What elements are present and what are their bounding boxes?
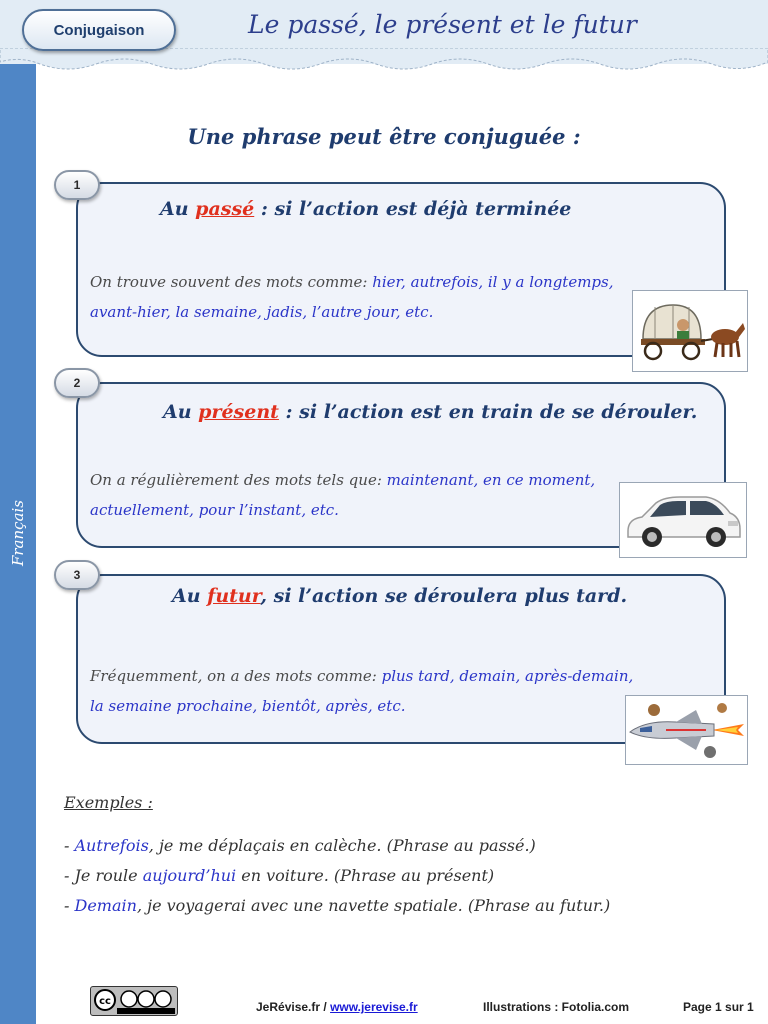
section-number-badge: 1 xyxy=(54,170,100,200)
footer-site-name: JeRévise.fr xyxy=(256,1000,321,1014)
keyword-list: avant-hier, la semaine, jadis, l’autre jour, etc. xyxy=(90,303,434,321)
example-line: - Demain, je voyagerai avec une navette spatiale. (Phrase au futur.) xyxy=(64,896,611,915)
section-text-line xyxy=(90,501,339,519)
tense-word-past: passé xyxy=(195,198,255,220)
footer-illustrations-credit: Illustrations : Fotolia.com xyxy=(483,1000,630,1014)
tense-word-future: futur xyxy=(207,585,261,607)
examples-title: Exemples : xyxy=(64,793,153,812)
header-wave xyxy=(0,48,768,78)
keyword-list: actuellement, pour l’instant, etc. xyxy=(90,501,339,519)
section-heading-future: Au futur, si l’action se déroulera plus tard. xyxy=(172,585,628,607)
example-keyword: Autrefois xyxy=(74,836,149,855)
section-text-line: On trouve souvent des mots comme: hier, autrefois, il y a longtemps, xyxy=(90,273,614,291)
footer-site-link[interactable]: www.jerevise.fr xyxy=(330,1000,418,1014)
section-text-line xyxy=(90,303,433,321)
section-heading-past: Au passé : si l’action est déjà terminée xyxy=(160,198,572,220)
car-illustration xyxy=(619,482,747,558)
keyword-list: maintenant, en ce moment, xyxy=(386,471,596,489)
creative-commons-by-nc-sa-icon xyxy=(90,986,178,1016)
section-text-line: On a régulièrement des mots tels que: maintenant, en ce moment, xyxy=(90,471,596,489)
example-keyword: aujourd’hui xyxy=(142,866,237,885)
svg-text:cc: cc xyxy=(99,996,111,1007)
section-text-line: Fréquemment, on a des mots comme: plus tard, demain, après-demain, xyxy=(90,667,634,685)
footer-page-number: Page 1 sur 1 xyxy=(683,1000,754,1014)
sidebar-subject-label: Français xyxy=(9,499,27,567)
footer-site: JeRévise.fr / www.jerevise.fr xyxy=(256,1000,418,1014)
section-heading-present: Au présent : si l’action est en train de se dérouler. xyxy=(163,401,698,423)
example-keyword: Demain xyxy=(74,896,137,915)
page-title: Le passé, le présent et le futur xyxy=(248,10,637,39)
section-text-line xyxy=(90,697,406,715)
space-shuttle-illustration xyxy=(625,695,748,765)
example-line: - Je roule aujourd’hui en voiture. (Phrase au présent) xyxy=(64,866,495,885)
tense-word-present: présent xyxy=(198,401,279,423)
example-line: - Autrefois, je me déplaçais en calèche. (Phrase au passé.) xyxy=(64,836,536,855)
intro-sentence: Une phrase peut être conjuguée : xyxy=(187,124,581,149)
horse-cart-illustration xyxy=(632,290,748,372)
category-badge: Conjugaison xyxy=(22,9,176,51)
keyword-list: plus tard, demain, après-demain, xyxy=(381,667,634,685)
keyword-list: hier, autrefois, il y a longtemps, xyxy=(372,273,614,291)
section-number-badge: 3 xyxy=(54,560,100,590)
section-number-badge: 2 xyxy=(54,368,100,398)
keyword-list: la semaine prochaine, bientôt, après, etc. xyxy=(90,697,406,715)
